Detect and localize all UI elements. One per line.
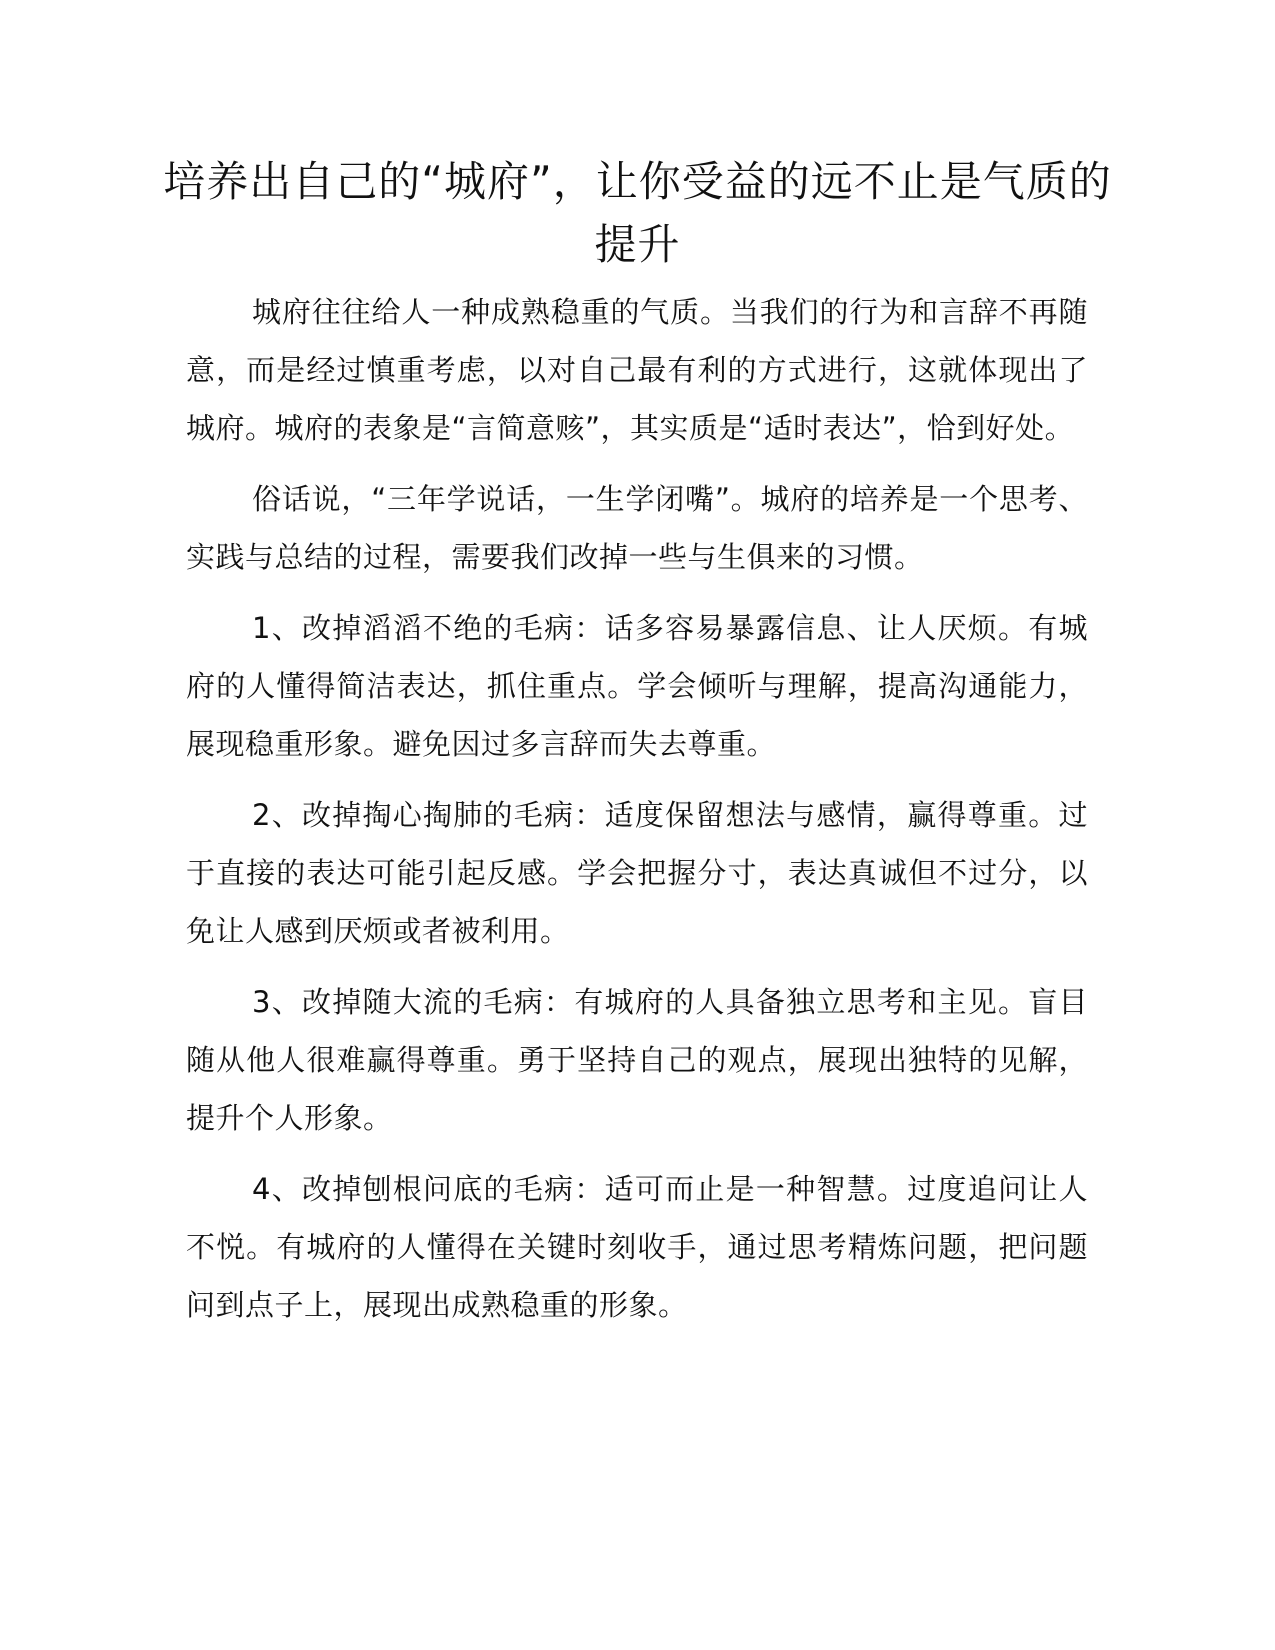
paragraph-point-1: 1、改掉滔滔不绝的毛病：话多容易暴露信息、让人厌烦。有城府的人懂得简洁表达，抓住重点。学会倾听与理解，提高沟通能力，展现稳重形象。避免因过多言辞而失去尊重。: [186, 611, 1088, 761]
paragraph-point-2: 2、改掉掏心掏肺的毛病：适度保留想法与感情，赢得尊重。过于直接的表达可能引起反感。学会把握分寸，表达真诚但不过分，以免让人感到厌烦或者被利用。: [186, 798, 1088, 948]
document-title: 培养出自己的“城府”，让你受益的远不止是气质的提升: [163, 157, 1112, 269]
paragraph-intro: 城府往往给人一种成熟稳重的气质。当我们的行为和言辞不再随意，而是经过慎重考虑，以对自己最有利的方式进行，这就体现出了城府。城府的表象是“言简意赅”，其实质是“适时表达”，恰到好处。: [186, 295, 1088, 445]
paragraph-point-3: 3、改掉随大流的毛病：有城府的人具备独立思考和主见。盲目随从他人很难赢得尊重。勇于坚持自己的观点，展现出独特的见解，提升个人形象。: [186, 985, 1088, 1135]
paragraph-point-4: 4、改掉刨根问底的毛病：适可而止是一种智慧。过度追问让人不悦。有城府的人懂得在关键时刻收手，通过思考精炼问题，把问题问到点子上，展现出成熟稳重的形象。: [186, 1172, 1088, 1322]
paragraph-proverb: 俗话说，“三年学说话，一生学闭嘴”。城府的培养是一个思考、实践与总结的过程，需要我们改掉一些与生俱来的习惯。: [186, 482, 1088, 574]
document-body: [186, 283, 1088, 1347]
